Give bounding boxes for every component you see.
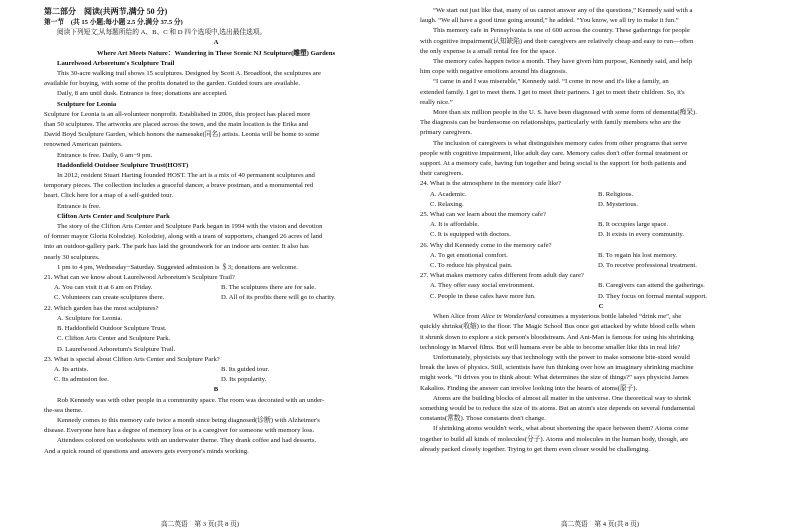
paragraph-line: If shrinking atoms wouldn't work, what about shortening the space between them? Atoms come (433, 425, 689, 433)
options-row (44, 293, 388, 303)
page-4 (400, 0, 800, 531)
paragraph-line: Entrance is free. Daily, 6 am−9 pm. (57, 151, 153, 159)
paragraph-line: extended family. I get to meet them. I get to meet their partners. I get to meet their children. So, it's (420, 88, 685, 96)
paragraph-line: it shrunk down to explore a sick person's bloodstream. And Ant-Man is famous for using his shrinking (420, 333, 694, 341)
paragraph-line: into an outdoor-gallery park. The park has laid the groundwork for an indoor arts center. It also has (44, 243, 309, 251)
option-a: A. To get emotional comfort. (430, 251, 508, 259)
paragraph-line: people with cognitive impairment, like adult day care. Memory cafes don't offer formal treatment or (420, 149, 688, 157)
page-footer: 高二英语 第 4 页(共 8 页) (560, 521, 640, 528)
paragraph-line: Kennedy comes to this memory cafe twice a month since being diagnosed(诊断) with Alzheimer's (57, 416, 320, 424)
garden-heading: Laurelwood Arboretum's Sculpture Trail (57, 59, 175, 67)
options-row (420, 292, 782, 302)
option-b: B. Its guided tour. (221, 365, 270, 373)
option-b: B. It occupies large space. (598, 221, 669, 229)
paragraph-line: Kakalios. Finding the answer can involve looking into the hearts of atoms(原子). (420, 384, 638, 392)
paragraph-line: something would be to reduce the size of its atoms. But an atom's size depends on several fundamental (420, 404, 695, 412)
paragraph-line: the-sea theme. (44, 406, 83, 414)
option-c: C. To reduce his physical pain. (430, 262, 513, 270)
options-row (420, 261, 782, 271)
paragraph-line: the only expense is a small rental fee for the space. (420, 47, 557, 55)
garden-heading: Clifton Arts Center and Sculpture Park (57, 212, 170, 220)
paragraph-line: already packed closely together. Trying to get them even closer would be challenging. (420, 445, 650, 453)
paragraph-line: break the laws of physics. Still, scientists have fun thinking over how an imaginary shrinking machine (420, 364, 694, 372)
passage-a-letter: A (213, 39, 219, 47)
options-row (420, 251, 782, 261)
paragraph-line: Sculpture for Leonia is an all-volunteer nonprofit. Established in 2006, this project has placed more (44, 110, 311, 118)
option-a: A. They offer easy social environment. (430, 282, 535, 290)
instruction: 阅读下列短文,从每题所给的 A、B、C 和 D 四个选项中,选出最佳选项。 (57, 29, 267, 37)
paragraph-line: David Boyd Sculpture Garden, which honors the namesake(同名) artists. Leonia will be home to some (44, 131, 320, 139)
options-row (44, 375, 388, 385)
option-b: B. To regain his lost memory. (598, 251, 678, 259)
paragraph-line: This 30-acre walking trail shows 15 sculptures. Designed by Scott A. Broadfoot, the sculptures are (57, 70, 321, 78)
paragraph-line: renowned American painters. (44, 141, 123, 149)
paragraph-line: Unfortunately, physicists say that technology with the power to make someone bite-sized would (433, 353, 690, 361)
option-d: D. To receive professional treatment. (598, 262, 697, 270)
options-row (420, 230, 782, 240)
option-a: A. Its artists. (54, 365, 89, 373)
option-c: C. People in these cafes have more fun. (430, 292, 536, 300)
paragraph-line: together to build all kinds of molecules(分子). Atoms and molecules in the human body, though, are (420, 435, 689, 443)
option-d: D. They focus on formal mental support. (598, 292, 708, 300)
option-d: D. Its popularity. (221, 376, 267, 384)
paragraph-line (420, 312, 782, 322)
option-c: C. It is equipped with doctors. (430, 231, 511, 239)
paragraph-line: him cope with negative emotions around his diagnosis. (420, 68, 568, 76)
option-a: A. Sculpture for Leonia. (57, 314, 123, 322)
paragraph-line: This memory cafe in Pennsylvania is one of 600 across the country. These gatherings for people (433, 27, 690, 35)
question-23: 23. What is special about Clifton Arts Center and Sculpture Park? (44, 355, 220, 363)
option-b: B. Religious. (598, 190, 634, 198)
passage-b-letter: B (213, 386, 219, 394)
paragraph-line: available for buying, with some of the profits donated to the garden. Guided tours are available. (44, 80, 300, 88)
paragraph-line: 1 pm to 4 pm, Wednesday−Saturday. Suggested admission is ＄3; donations are welcome. (57, 263, 298, 271)
question-24: 24. What is the atmosphere in the memory cafe like? (420, 180, 562, 188)
passage-c-letter: C (598, 302, 604, 310)
option-d: D. It exists in every community. (598, 231, 684, 239)
question-22: 22. Which garden has the most sculptures? (44, 304, 159, 312)
question-26: 26. Why did Kennedy come to the memory cafe? (420, 241, 552, 249)
option-d: D. All of its profits there will go to charity. (221, 294, 336, 302)
option-b: B. The sculptures there are for sale. (221, 284, 316, 292)
options-row (420, 281, 782, 291)
option-c: C. Relaxing. (430, 200, 464, 208)
passage-a-title: Where Art Meets Nature：Wandering in These Scenic NJ Sculpture(雕塑) Gardens (96, 49, 336, 57)
paragraph-line: support. At a memory cafe, having fun together and being social is the support for both patients and (420, 160, 687, 168)
paragraph-line: “I came in and I was miserable,” Kennedy said. “I come in now and it's like a family, an (433, 78, 669, 86)
paragraph-line: primary caregivers. (420, 129, 472, 137)
options-row (420, 200, 782, 210)
option-d: D. Laurelwood Arboretum's Sculpture Trail. (57, 345, 176, 353)
option-c: C. Its admission fee. (54, 376, 109, 384)
paragraph-line: with cognitive impairment(认知缺陷) and their caregivers are relatively cheap and easy to run—often (420, 37, 694, 45)
paragraph-line: The story of the Clifton Arts Center and Sculpture Park began in 1994 with the vision and devotion (57, 223, 323, 231)
paragraph-line: technology in Marvel films. But will humans ever be able to become smaller like this in real life? (420, 343, 681, 351)
book-title: Alice in Wonderland (481, 313, 536, 321)
option-a: A. Academic. (430, 190, 467, 198)
paragraph-line: The diagnosis can be burdensome on relationships, particularly with family members who are the (420, 119, 681, 127)
part-title: 第二部分 阅读(共两节,满分 50 分) (44, 7, 168, 16)
text-run: When Alice from (433, 313, 482, 321)
paragraph-line: laugh. “We all have a good time going around,” he added. “You know, we all try to make it fun.” (420, 17, 679, 25)
page-footer: 高二英语 第 3 页(共 8 页) (160, 521, 240, 528)
question-27: 27. What makes memory cafes different from adult day care? (420, 272, 584, 280)
text-run: consumes a mysterious bottle labeled “drink me”, she (535, 313, 682, 321)
paragraph-line: Atoms are the building blocks of almost all matter in the universe. One theoretical way to shrink (433, 394, 691, 402)
paragraph-line: of former mayor Gloria Kolodziej. Kolodziej, along with a team of supporters, changed 26 acres of land (44, 233, 323, 241)
options-row (420, 220, 782, 230)
option-b: B. Haddonfield Outdoor Sculpture Trust. (57, 325, 167, 333)
paragraph-line: Attendees colored on worksheets with an underwater theme. They drank coffee and had desserts. (57, 437, 317, 445)
paragraph-line: temporary pieces. The collection includes a graceful dancer, a brave postman, and a monumental red (44, 182, 314, 190)
garden-heading: Haddonfield Outdoor Sculpture Trust(HOST) (57, 161, 189, 169)
paragraph-line: And a quick round of questions and answers gets everyone's minds working. (44, 447, 249, 455)
paragraph-line: Entrance is free. (57, 202, 101, 210)
option-a: A. You can visit it at 6 am on Friday. (54, 284, 153, 292)
paragraph-line: More than six million people in the U. S. have been diagnosed with some form of dementia(痴呆). (433, 109, 697, 117)
option-c: C. Clifton Arts Center and Sculpture Park. (57, 335, 171, 343)
garden-heading: Sculpture for Leonia (57, 100, 117, 108)
paragraph-line: “We start out just like that, many of us cannot answer any of the questions,” Kennedy said with a (433, 7, 693, 14)
option-c: C. Volunteers can create sculptures there. (54, 294, 165, 302)
paragraph-line: The memory cafes happen twice a month. They have given him purpose, Kennedy said, and help (433, 58, 693, 66)
option-d: D. Mysterious. (598, 200, 638, 208)
paragraph-line: heart. Click here for a map of a self-guided tour. (44, 192, 174, 200)
options-row (420, 190, 782, 200)
paragraph-line: In 2012, resident Stuart Harting founded HOST. The art is a mix of 40 permanent sculptures and (57, 172, 315, 180)
paragraph-line: might work. “It drives you to think about: What determines the size of things?” says physicist James (420, 374, 689, 382)
section-header: 第一节 (共 15 小题;每小题 2.5 分,满分 37.5 分) (44, 19, 183, 26)
question-21: 21. What can we know about Laurelwood Arboretum's Sculpture Trail? (44, 274, 235, 282)
paragraph-line: really nice.” (420, 98, 453, 106)
paragraph-line: quickly shrinks(收缩) to the floor. The Magic School Bus once got attacked by white blood cells when (420, 323, 695, 331)
paragraph-line: their caregivers. (420, 170, 464, 178)
options-row (44, 283, 388, 293)
paragraph-line: nearly 30 sculptures. (44, 253, 100, 261)
option-a: A. It is affordable. (430, 221, 480, 229)
paragraph-line: disease. Everyone here has a degree of memory loss or is a caregiver for someone with memory loss. (44, 427, 315, 435)
option-b: B. Caregivers can attend the gatherings. (598, 282, 705, 290)
paragraph-line: than 50 sculptures. The artworks are placed across the town, and the main location is the Erika and (44, 121, 309, 129)
paragraph-line: The inclusion of caregivers is what distinguishes memory cafes from other programs that serve (433, 139, 688, 147)
options-row (44, 365, 388, 375)
paragraph-line: Daily, 8 am until dusk. Entrance is free; donations are accepted. (57, 90, 228, 98)
paragraph-line: Rob Kennedy was with other people in a community space. The room was decorated with an under- (57, 396, 325, 404)
question-25: 25. What can we learn about the memory cafe? (420, 211, 546, 219)
paragraph-line: constants(常数). Those constants don't change. (420, 415, 546, 423)
